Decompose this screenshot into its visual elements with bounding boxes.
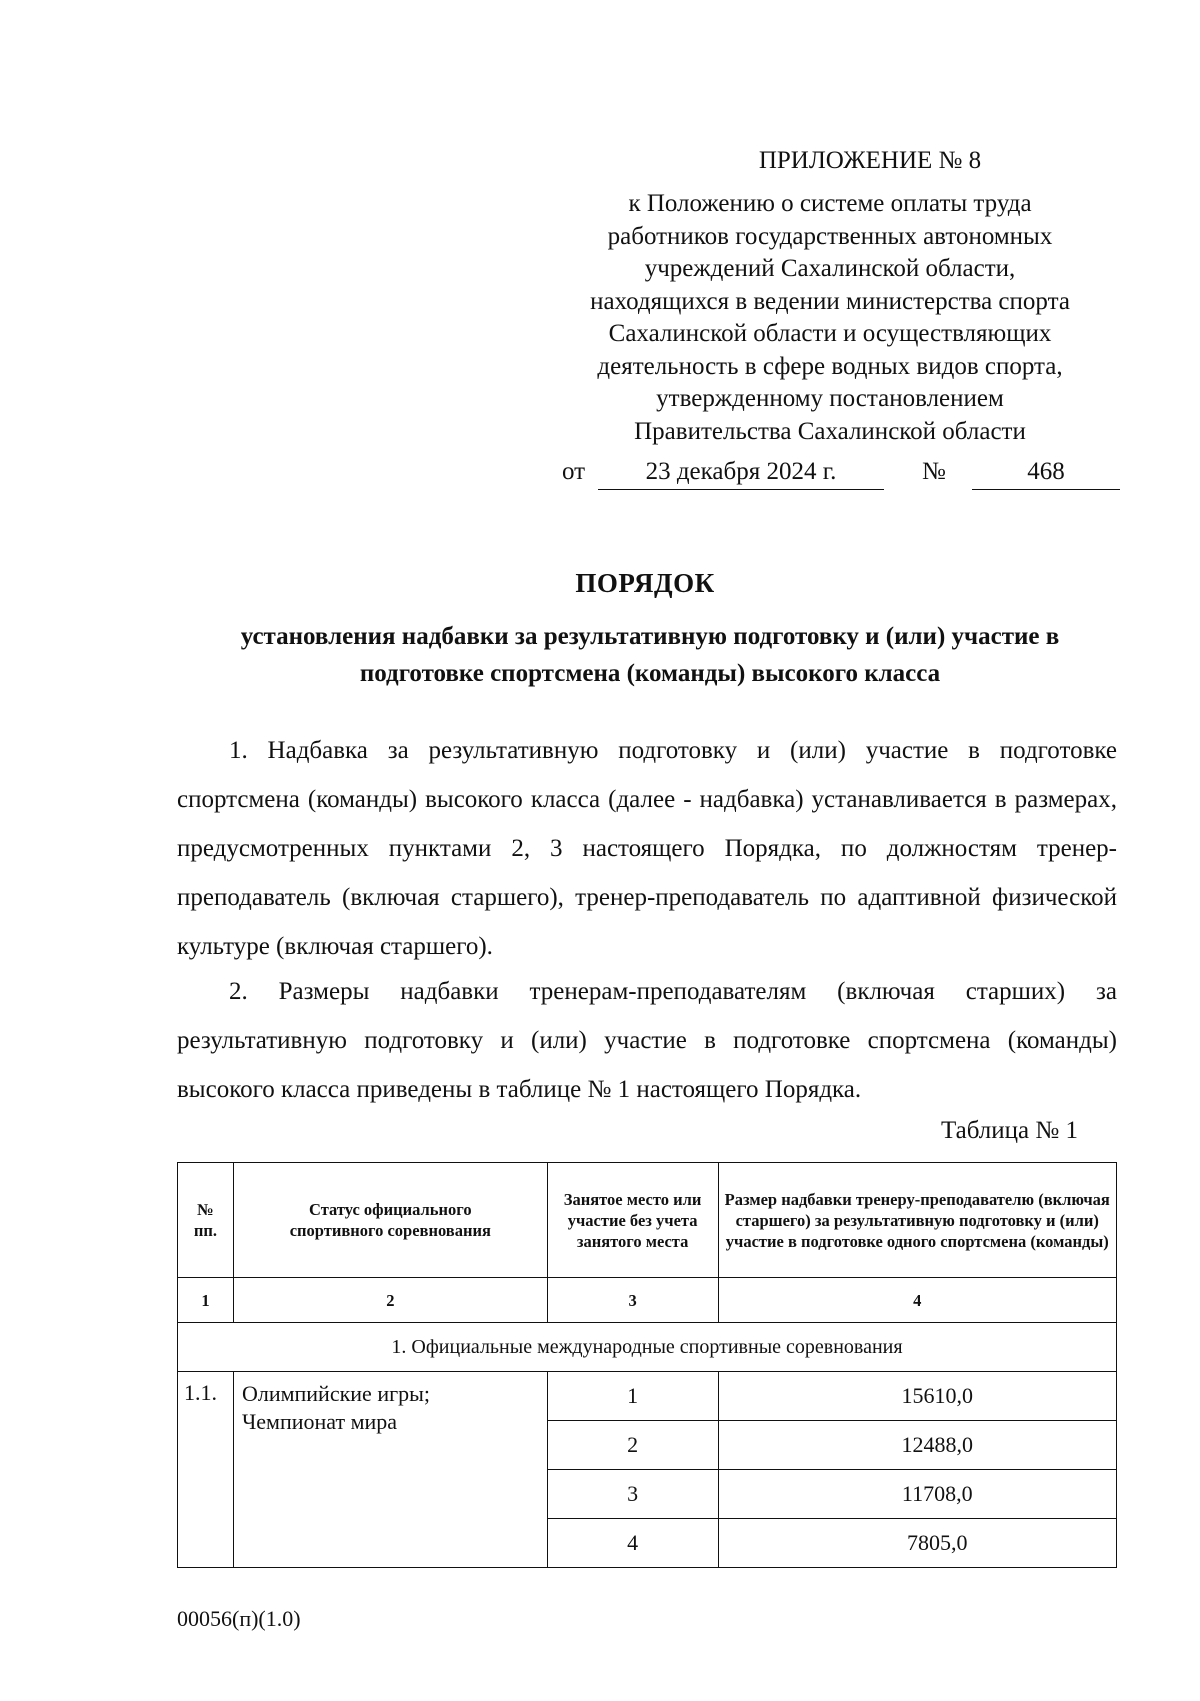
appendix-line: работников государственных автономных	[607, 222, 1053, 250]
document-subtitle: установления надбавки за результативную подготовку и (или) участие в подготовке спортсмена (команды) высокого класса	[240, 623, 1060, 687]
amount-cell: 15610,0	[718, 1372, 1117, 1421]
appendix-line: к Положению о системе оплаты труда	[628, 190, 1032, 217]
appendix-line: находящихся в ведении министерства спорта	[590, 287, 1070, 315]
status-line: Чемпионат мира	[241, 1409, 398, 1434]
row-group-status	[233, 1372, 547, 1568]
footer-document-code: 00056(п)(1.0)	[177, 1606, 301, 1631]
column-number: 3	[547, 1278, 718, 1323]
appendix-line: учреждений Сахалинской области,	[644, 255, 1016, 282]
paragraph-2: 2. Размеры надбавки тренерам-преподавателям (включая старших) за результативную подготовку и (или) участие в подготовке спортсмена (команды) высокого класса приведены в таблице № 1 настоящего Порядка.	[177, 978, 1117, 1103]
amount-cell: 7805,0	[718, 1519, 1117, 1568]
place-cell: 4	[547, 1519, 718, 1568]
header-amount: Размер надбавки тренеру-преподавателю (включая старшего) за результативную подготовку и (или) участие в подготовке одного спортсмена (команды)	[718, 1163, 1117, 1278]
column-number: 4	[718, 1278, 1117, 1323]
appendix-line: Сахалинской области и осуществляющих	[608, 320, 1052, 347]
header-status: Статус официального спортивного соревнования	[233, 1163, 547, 1278]
table-section-row	[178, 1323, 1117, 1372]
resolution-date: 23 декабря 2024 г.	[598, 458, 884, 490]
appendix-block	[540, 144, 1120, 448]
place-cell: 1	[547, 1372, 718, 1421]
resolution-date-row	[562, 458, 1122, 494]
header-place: Занятое место или участие без учета занятого места	[547, 1163, 718, 1278]
amount-cell: 11708,0	[718, 1470, 1117, 1519]
appendix-line: утвержденному постановлением	[656, 385, 1004, 412]
place-cell: 3	[547, 1470, 718, 1519]
number-prefix: №	[922, 458, 946, 485]
status-line: Олимпийские игры;	[241, 1381, 431, 1406]
appendix-line: Правительства Сахалинской области	[634, 417, 1026, 445]
appendix-title: ПРИЛОЖЕНИЕ № 8	[758, 147, 982, 174]
document-title: ПОРЯДОК	[575, 568, 715, 598]
table-caption: Таблица № 1	[940, 1117, 1078, 1144]
column-number: 2	[233, 1278, 547, 1323]
table-header-row	[178, 1163, 1117, 1278]
row-group-number: 1.1.	[178, 1372, 234, 1568]
section-title: 1. Официальные международные спортивные соревнования	[178, 1323, 1117, 1372]
column-number: 1	[178, 1278, 234, 1323]
paragraph-1: 1. Надбавка за результативную подготовку и (или) участие в подготовке спортсмена (команды) высокого класса (далее - надбавка) устанавливается в размерах, предусмотренных пунктами 2, 3 настоящего Порядка, по должностям тренер-преподаватель (включая старшего), тренер-преподаватель по адаптивной физической культуре (включая старшего).	[177, 737, 1117, 960]
award-table	[177, 1162, 1117, 1568]
table-column-numbers-row	[178, 1278, 1117, 1323]
amount-cell: 12488,0	[718, 1421, 1117, 1470]
table-row	[178, 1372, 1117, 1421]
place-cell: 2	[547, 1421, 718, 1470]
appendix-line: деятельность в сфере водных видов спорта,	[597, 352, 1063, 380]
appendix-lines	[540, 188, 1120, 448]
header-number: № пп.	[178, 1163, 234, 1278]
date-prefix: от	[562, 458, 586, 485]
resolution-number: 468	[972, 458, 1120, 490]
